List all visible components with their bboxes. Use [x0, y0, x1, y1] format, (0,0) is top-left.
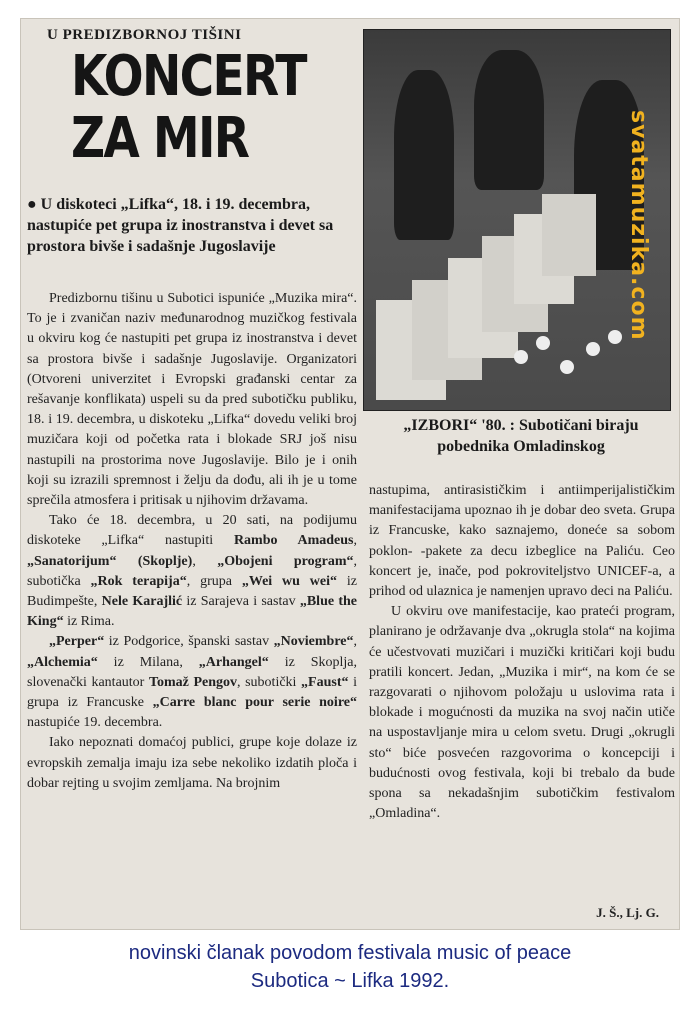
paragraph: Predizbornu tišinu u Subotici ispuniće „Muzika mira“. To je i zvaničan naziv međunarodnog muzičkog festivala u okviru kog će nastupiti pet grupa iz inostranstva i devet sa prostora bivše i sadašnje Jugoslavije. Organizatori (Otvoreni univerzitet i Evropski građanski centar za rešavanje konflikata) uspeli su da pred subotičku publiku, 18. i 19. decembra, u diskoteku „Lifka“ dovedu veliki broj muzičara koji od početka rata i blokade SRJ još nisu nastupili na prostorima nove Jugoslavije. Bilo je i onih koji su izrazili spremnost i želju da dođu, ali ih je u tome sprečila atmosfera i pritisak u njihovim državama. [27, 291, 357, 509]
text: iz Skoplja, slovenački kantautor [27, 654, 357, 690]
article-headline [71, 44, 306, 173]
band-name: „Carre blanc pour serie noire“ [152, 695, 357, 711]
article-lead: ● U diskoteci „Lifka“, 18. i 19. decembra, nastupiće pet grupa iz inostranstva i devet sa prostora bivše i sadašnje Jugoslavije [27, 196, 334, 255]
text: iz Rima. [63, 614, 115, 630]
band-name: „Arhangel“ [198, 654, 269, 670]
band-name: Nele Karajlić [101, 594, 183, 610]
text: nastupiće 19. decembra. [27, 715, 163, 731]
photo-flower [608, 330, 622, 344]
text: , [353, 634, 357, 650]
band-name: „Blue the King“ [27, 594, 357, 630]
watermark-text: svatamuzika.com [626, 110, 651, 341]
band-name: „Rok terapija“ [90, 573, 187, 589]
band-name: „Noviembre“ [273, 634, 354, 650]
footer-caption-line-1: novinski članak povodom festivala music of peace [128, 942, 572, 964]
paragraph [27, 511, 357, 632]
article-photo [363, 29, 671, 411]
right-text-column [369, 481, 675, 824]
band-name: Tomaž Pengov [148, 674, 238, 690]
paragraph: U okviru ove manifestacije, kao prateći program, planirano je održavanje dva „okrugla stola“ na kojima će učestvovati muzičari i muzički kritičari koji budu pratili koncert. Jedan, „Muzika i mir“, na kom će se razgovarati o njihovom položaju u uslovima rata i blokade i mogućnosti da muzika na svoj način utiče na uspostavljanje mira u celom svetu. Drugi „okrugli sto“ biće posvećen razgovorima o koncepciji i budućnosti ovog festivala, koji bi trebalo da bude spona sa nekadašnjim subotičkim festivalom „Omladina“. [369, 604, 675, 822]
photo-flower [586, 342, 600, 356]
photo-caption: „IZBORI“ '80. : Subotičani biraju pobednika Omladinskog [403, 417, 639, 455]
photo-figure [474, 50, 544, 190]
text: , grupa [186, 573, 242, 589]
band-name: „Obojeni program“ [217, 553, 354, 569]
text: iz Milana, [97, 654, 199, 670]
band-name: „Wei wu wei“ [241, 573, 338, 589]
band-name: „Sanatorijum“ (Skoplje) [27, 553, 193, 569]
text: , [353, 533, 357, 549]
left-text-column [27, 289, 357, 794]
text: iz Podgorice, španski sastav [104, 634, 274, 650]
photo-figure [394, 70, 454, 240]
text: , [192, 553, 218, 569]
text: Tako će 18. decembra, u 20 sati, na podijumu diskoteke „Lifka“ nastupiti [27, 513, 357, 549]
newspaper-clipping [20, 18, 680, 930]
text: , subotička [27, 553, 357, 589]
text: iz Sarajeva i sastav [182, 594, 300, 610]
band-name: Rambo Amadeus [233, 533, 354, 549]
band-name: „Perper“ [49, 634, 105, 650]
text: , subotički [237, 674, 302, 690]
band-name: „Alchemia“ [27, 654, 98, 670]
paragraph [27, 632, 357, 733]
band-name: „Faust“ [301, 674, 349, 690]
photo-flower [560, 360, 574, 374]
article-kicker: U PREDIZBORNOJ TIŠINI [47, 27, 242, 43]
paragraph: Iako nepoznati domaćoj publici, grupe koje dolaze iz evropskih zemalja imaju iza sebe nekoliko izdatih ploča i dobar rejting u svojim zemljama. Na brojnim [27, 735, 357, 791]
text: iz Budimpešte, [27, 573, 358, 610]
text: i grupa iz Francuske [27, 674, 357, 711]
author-signature: J. Š., Lj. G. [596, 905, 659, 920]
paragraph: nastupima, antirasističkim i antiimperijalističkim manifestacijama upoznao ih je dobar deo sveta. Grupa iz Francuske, kako saznajemo, doneće sa sobom poklon- -pakete za decu izbeglice na Paliću. Ceo koncert je, inače, pod pokroviteljstvo UNICEF-a, a prihod od ulaznica je namenjen upravo deci na Paliću. [369, 483, 675, 600]
footer-caption-line-2: Subotica ~ Lifka 1992. [250, 970, 450, 992]
photo-flower [536, 336, 550, 350]
photo-ballot-box [542, 194, 596, 276]
headline-line-2: ZA MIR [71, 106, 249, 171]
photo-flower [514, 350, 528, 364]
headline-line-1: KONCERT [71, 44, 306, 109]
